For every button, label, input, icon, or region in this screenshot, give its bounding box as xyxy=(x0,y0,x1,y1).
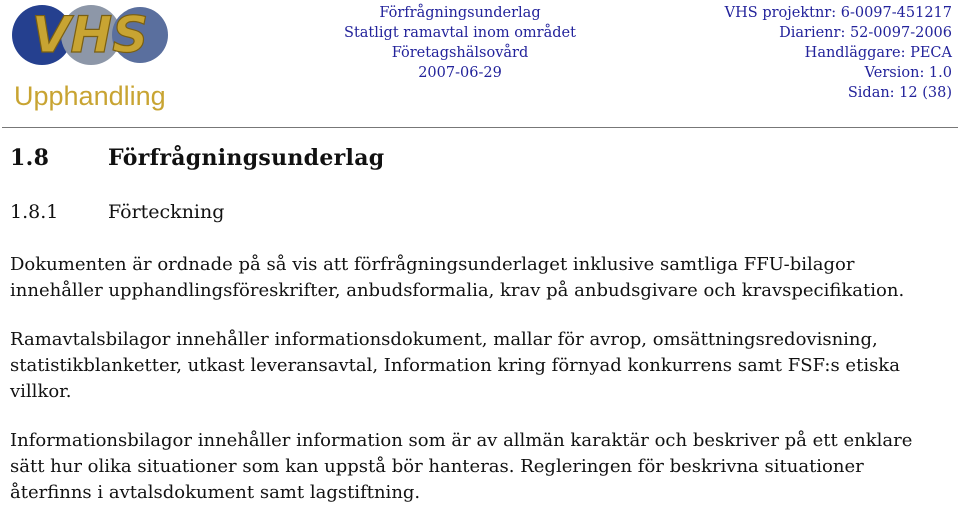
header-version: Version: 1.0 xyxy=(864,65,952,81)
header-project-info xyxy=(692,3,952,103)
paragraph-line: innehåller upphandlingsföreskrifter, anbudsformalia, krav på anbudsgivare och kravspecifikation. xyxy=(10,280,905,301)
header-doc-date: 2007-06-29 xyxy=(418,65,502,81)
subsection-number: 1.8.1 xyxy=(10,201,59,223)
header-handler: Handläggare: PECA xyxy=(804,45,952,61)
paragraph-line: statistikblanketter, utkast leveransavtal, Information kring förnyad konkurrens samt FSF:s etiska xyxy=(10,355,900,376)
subsection-title: Förteckning xyxy=(108,201,225,223)
paragraph-line: Informationsbilagor innehåller information som är av allmän karaktär och beskriver på ett enklare xyxy=(10,430,913,451)
header-page-number: Sidan: 12 (38) xyxy=(847,85,952,101)
paragraph-line: sätt hur olika situationer som kan uppstå bör hanteras. Regleringen för beskrivna situationer xyxy=(10,456,864,477)
paragraph-line: villkor. xyxy=(10,381,72,402)
paragraph-documents xyxy=(10,252,955,304)
header-divider xyxy=(2,127,958,128)
header-document-info xyxy=(330,3,590,83)
logo-caption-text: Upphandling xyxy=(14,81,166,111)
section-heading xyxy=(10,145,384,171)
paragraph-information-attachments xyxy=(10,428,955,506)
paragraph-line: återfinns i avtalsdokument samt lagstiftning. xyxy=(10,482,421,503)
paragraph-line: Dokumenten är ordnade på så vis att förfrågningsunderlaget inklusive samtliga FFU-bilagor xyxy=(10,254,855,275)
paragraph-framework-attachments xyxy=(10,327,955,405)
vhs-logo xyxy=(10,2,170,114)
paragraph-line: Ramavtalsbilagor innehåller informationsdokument, mallar för avrop, omsättningsredovisning, xyxy=(10,329,878,350)
section-title: Förfrågningsunderlag xyxy=(108,145,385,171)
logo-brand-text: VHS xyxy=(31,6,149,64)
header-diary-number: Diarienr: 52-0097-2006 xyxy=(779,25,952,41)
header-project-number: VHS projektnr: 6-0097-451217 xyxy=(724,5,952,21)
header-doc-area: Företagshälsovård xyxy=(391,45,529,61)
header-doc-type: Förfrågningsunderlag xyxy=(379,5,541,21)
subsection-heading xyxy=(10,201,224,223)
header-doc-scope: Statligt ramavtal inom området xyxy=(344,25,576,41)
section-number: 1.8 xyxy=(10,145,50,171)
